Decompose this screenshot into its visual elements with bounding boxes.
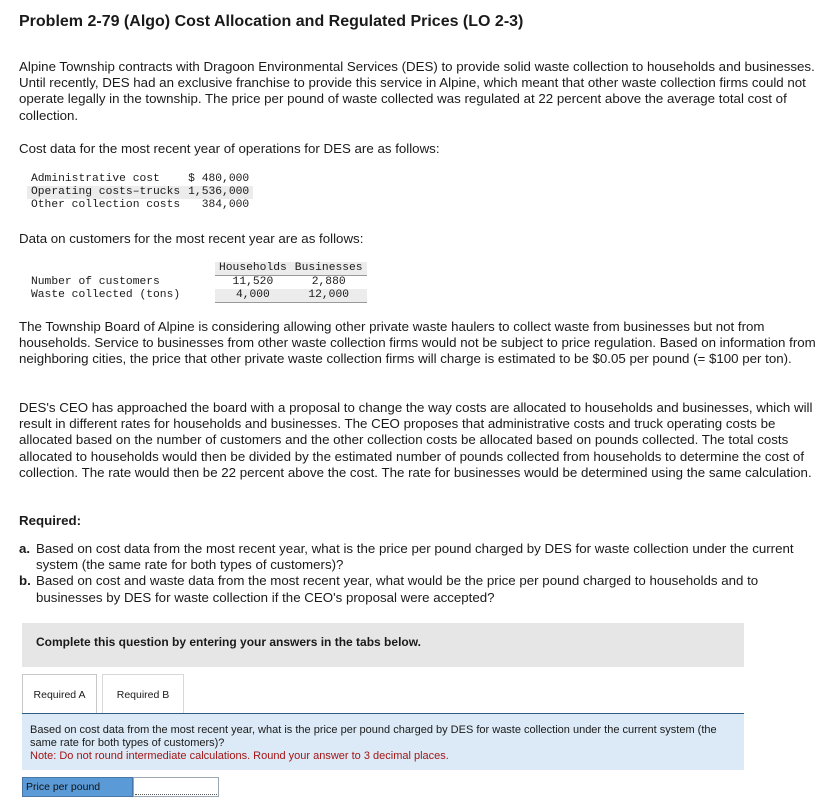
table-row bbox=[27, 199, 253, 212]
list-item bbox=[19, 541, 799, 573]
answer-label-text: Price per pound bbox=[26, 781, 101, 793]
cost-label: Administrative cost bbox=[31, 173, 160, 185]
row-label: Waste collected (tons) bbox=[31, 289, 181, 302]
banner-text: Complete this question by entering your answers in the tabs below. bbox=[36, 635, 421, 649]
row-label: Number of customers bbox=[31, 275, 160, 288]
input-underline bbox=[135, 794, 217, 795]
table-row bbox=[27, 289, 367, 303]
item-text: Based on cost data from the most recent year, what is the price per pound charged by DES for waste collection under the current system (the same rate for both types of customers)? bbox=[36, 541, 794, 573]
instruction-banner bbox=[22, 623, 744, 667]
cost-label: Other collection costs bbox=[31, 199, 181, 211]
tab-required-a[interactable] bbox=[22, 674, 97, 714]
item-marker: b. bbox=[19, 573, 31, 589]
column-header: Households bbox=[215, 262, 291, 276]
panel-question: Based on cost data from the most recent year, what is the price per pound charged by DES for waste collection under the current system (the same rate for both types of customers)? bbox=[30, 724, 717, 749]
required-list bbox=[19, 541, 799, 606]
item-marker: a. bbox=[19, 541, 31, 556]
problem-title: Problem 2-79 (Algo) Cost Allocation and Regulated Prices (LO 2-3) bbox=[19, 13, 524, 30]
cost-value: $ 480,000 bbox=[188, 173, 250, 185]
customer-data-table bbox=[27, 262, 367, 303]
cost-value: 384,000 bbox=[201, 199, 250, 211]
cost-data-table bbox=[27, 173, 253, 212]
required-heading: Required: bbox=[19, 513, 82, 528]
households-value: 4,000 bbox=[215, 289, 291, 303]
customer-intro: Data on customers for the most recent year are as follows: bbox=[19, 231, 364, 246]
answer-label bbox=[22, 777, 133, 797]
panel-note: Note: Do not round intermediate calculations. Round your answer to 3 decimal places. bbox=[30, 750, 449, 762]
column-header: Businesses bbox=[291, 262, 367, 276]
board-paragraph: The Township Board of Alpine is considering allowing other private waste haulers to collect waste from businesses but not from households. Service to businesses from other waste collection firms would not be subject to price regulation. Based on information from neighboring cities, the price that other private waste collection firms will charge is estimated to be $0.05 per pound (= $100 per ton). bbox=[19, 319, 816, 367]
table-row bbox=[27, 173, 253, 186]
table-row bbox=[27, 276, 367, 290]
intro-paragraph: Alpine Township contracts with Dragoon Environmental Services (DES) to provide solid waste collection to households and businesses. Until recently, DES had an exclusive franchise to provide this service in Alpine, which meant that other waste collection firms could not operate legally in the township. The price per pound of waste collected was regulated at 22 percent above the average total cost of collection. bbox=[19, 59, 815, 123]
tab-required-b[interactable] bbox=[102, 674, 184, 714]
tab-label: Required A bbox=[33, 689, 86, 701]
question-panel bbox=[22, 714, 744, 770]
businesses-value: 12,000 bbox=[291, 289, 367, 303]
list-item bbox=[19, 573, 799, 605]
tab-label: Required B bbox=[116, 689, 170, 701]
cost-label: Operating costs–trucks bbox=[27, 186, 184, 199]
cost-value: 1,536,000 bbox=[184, 186, 253, 199]
table-row bbox=[27, 186, 253, 199]
ceo-paragraph: DES's CEO has approached the board with a proposal to change the way costs are allocated to households and businesses, which will result in different rates for households and businesses. The CEO proposes that administrative costs and truck operating costs be allocated based on the number of customers and the other collection costs be allocated based on pounds collected. The total costs allocated to households would then be divided by the estimated number of pounds collected from households to determine the cost of collection. The rate would then be 22 percent above the cost. The rate for businesses would be determined using the same calculation. bbox=[19, 400, 813, 480]
table-header-row bbox=[27, 262, 367, 276]
item-text: Based on cost and waste data from the most recent year, what would be the price per pound charged to households and to businesses by DES for waste collection if the CEO's proposal were accepted? bbox=[36, 573, 759, 605]
cost-intro: Cost data for the most recent year of operations for DES are as follows: bbox=[19, 141, 440, 156]
businesses-value: 2,880 bbox=[311, 276, 346, 288]
households-value: 11,520 bbox=[232, 276, 274, 288]
